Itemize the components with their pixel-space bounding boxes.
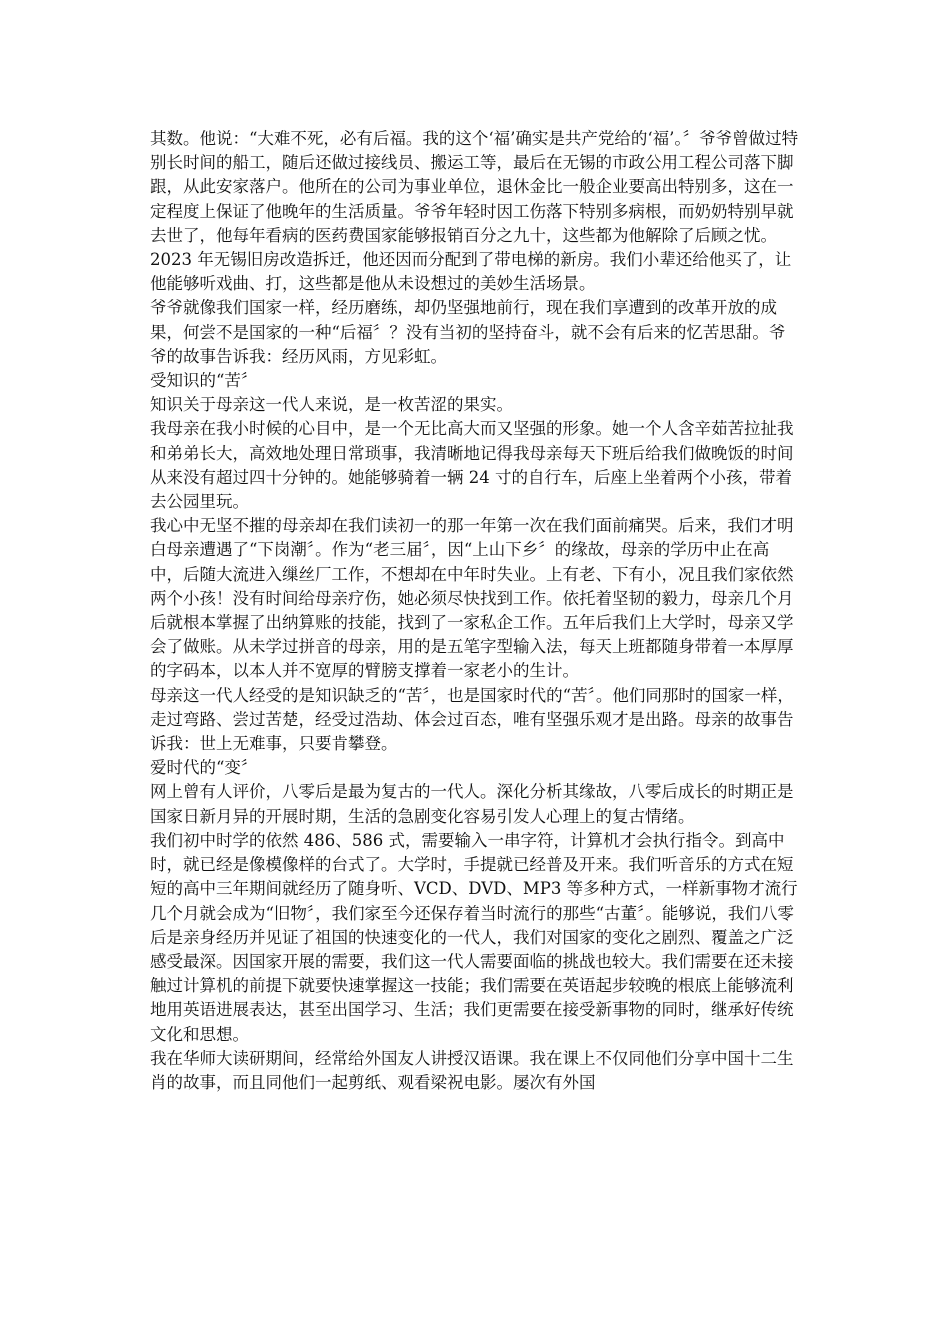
- document-page: [150, 127, 800, 1095]
- section-heading-knowledge: 受知识的“苦〞: [150, 371, 258, 391]
- paragraph-grandfather-conclusion: 爷爷就像我们国家一样，经历磨练，却仍坚强地前行，现在我们享遭到的改革开放的成果，何尝不是国家的一种“后福〞？没有当初的坚持奋斗，就不会有后来的忆苦思甜。爷爷的故事告诉我：经历风雨，方见彩虹。: [150, 298, 786, 366]
- paragraph-grandfather-biography: 其数。他说：“大难不死，必有后福。我的这个‘福’确实是共产党给的‘福’。〞爷爷曾做过特别长时间的船工，随后还做过接线员、搬运工等，最后在无锡的市政公用工程公司落下脚跟，从此安家落户。他所在的公司为事业单位，退休金比一般企业要高出特别多，这在一定程度上保证了他晚年的生活质量。爷爷年轻时因工伤落下特别多病根，而奶奶特别早就去世了，他每年看病的医药费国家能够报销百分之九十，这些都为他解除了后顾之忧。2023 年无锡旧房改造拆迁，他还因而分配到了带电梯的新房。我们小辈还给他买了，让他能够听戏曲、打，这些都是他从未设想过的美妙生活场景。: [150, 129, 799, 294]
- paragraph-knowledge-intro: 知识关于母亲这一代人来说，是一枚苦涩的果实。: [150, 395, 513, 415]
- paragraph-teaching-foreigners: 我在华师大读研期间，经常给外国友人讲授汉语课。我在课上不仅同他们分享中国十二生肖的故事，而且同他们一起剪纸、观看梁祝电影。屡次有外国: [150, 1048, 794, 1092]
- paragraph-mother-conclusion: 母亲这一代人经受的是知识缺乏的“苦〞，也是国家时代的“苦〞。他们同那时的国家一样，走过弯路、尝过苦楚，经受过浩劫、体会过百态，唯有坚强乐观才是出路。母亲的故事告诉我：世上无难事，只要肯攀登。: [150, 685, 794, 754]
- paragraph-era-intro: 网上曾有人评价，八零后是最为复古的一代人。深化分析其缘故，八零后成长的时期正是国家日新月异的开展时期，生活的急剧变化容易引发人心理上的复古情绪。: [150, 782, 794, 826]
- paragraph-mother-image: 我母亲在我小时候的心目中，是一个无比高大而又坚强的形象。她一个人含辛茹苦拉扯我和弟弟长大，高效地处理日常琐事，我清晰地记得我母亲每天下班后给我们做晚饭的时间从来没有超过四十分钟的。她能够骑着一辆 24 寸的自行车，后座上坐着两个小孩，带着去公园里玩。: [150, 419, 794, 512]
- paragraph-technology-change: 我们初中时学的依然 486、586 式，需要输入一串字符，计算机才会执行指令。到高中时，就已经是像模像样的台式了。大学时，手提就已经普及开来。我们听音乐的方式在短短的高中三年期间就经历了随身听、VCD、DVD、MP3 等多种方式，一样新事物才流行几个月就会成为“旧物〞，我们家至今还保存着当时流行的那些“古董〞。能够说，我们八零后是亲身经历并见证了祖国的快速变化的一代人，我们对国家的变化之剧烈、覆盖之广泛感受最深。因国家开展的需要，我们这一代人需要面临的挑战也较大。我们需要在还未接触过计算机的前提下就要快速掌握这一技能；我们需要在英语起步较晚的根底上能够流利地用英语进展表达，甚至出国学习、生活；我们更需要在接受新事物的同时，继承好传统文化和思想。: [150, 830, 798, 1044]
- section-heading-era: 爱时代的“变〞: [150, 758, 258, 778]
- paragraph-mother-layoff: 我心中无坚不摧的母亲却在我们读初一的那一年第一次在我们面前痛哭。后来，我们才明白母亲遭遇了“下岗潮〞。作为“老三届〞，因“上山下乡〞的缘故，母亲的学历中止在高中，后随大流进入缫丝厂工作，不想却在中年时失业。上有老、下有小，况且我们家依然两个小孩！没有时间给母亲疗伤，她必须尽快找到工作。依托着坚韧的毅力，母亲几个月后就根本掌握了出纳算账的技能，找到了一家私企工作。五年后我们上大学时，母亲又学会了做账。从未学过拼音的母亲，用的是五笔字型输入法，每天上班都随身带着一本厚厚的字码本，以本人并不宽厚的臂膀支撑着一家老小的生计。: [150, 516, 794, 681]
